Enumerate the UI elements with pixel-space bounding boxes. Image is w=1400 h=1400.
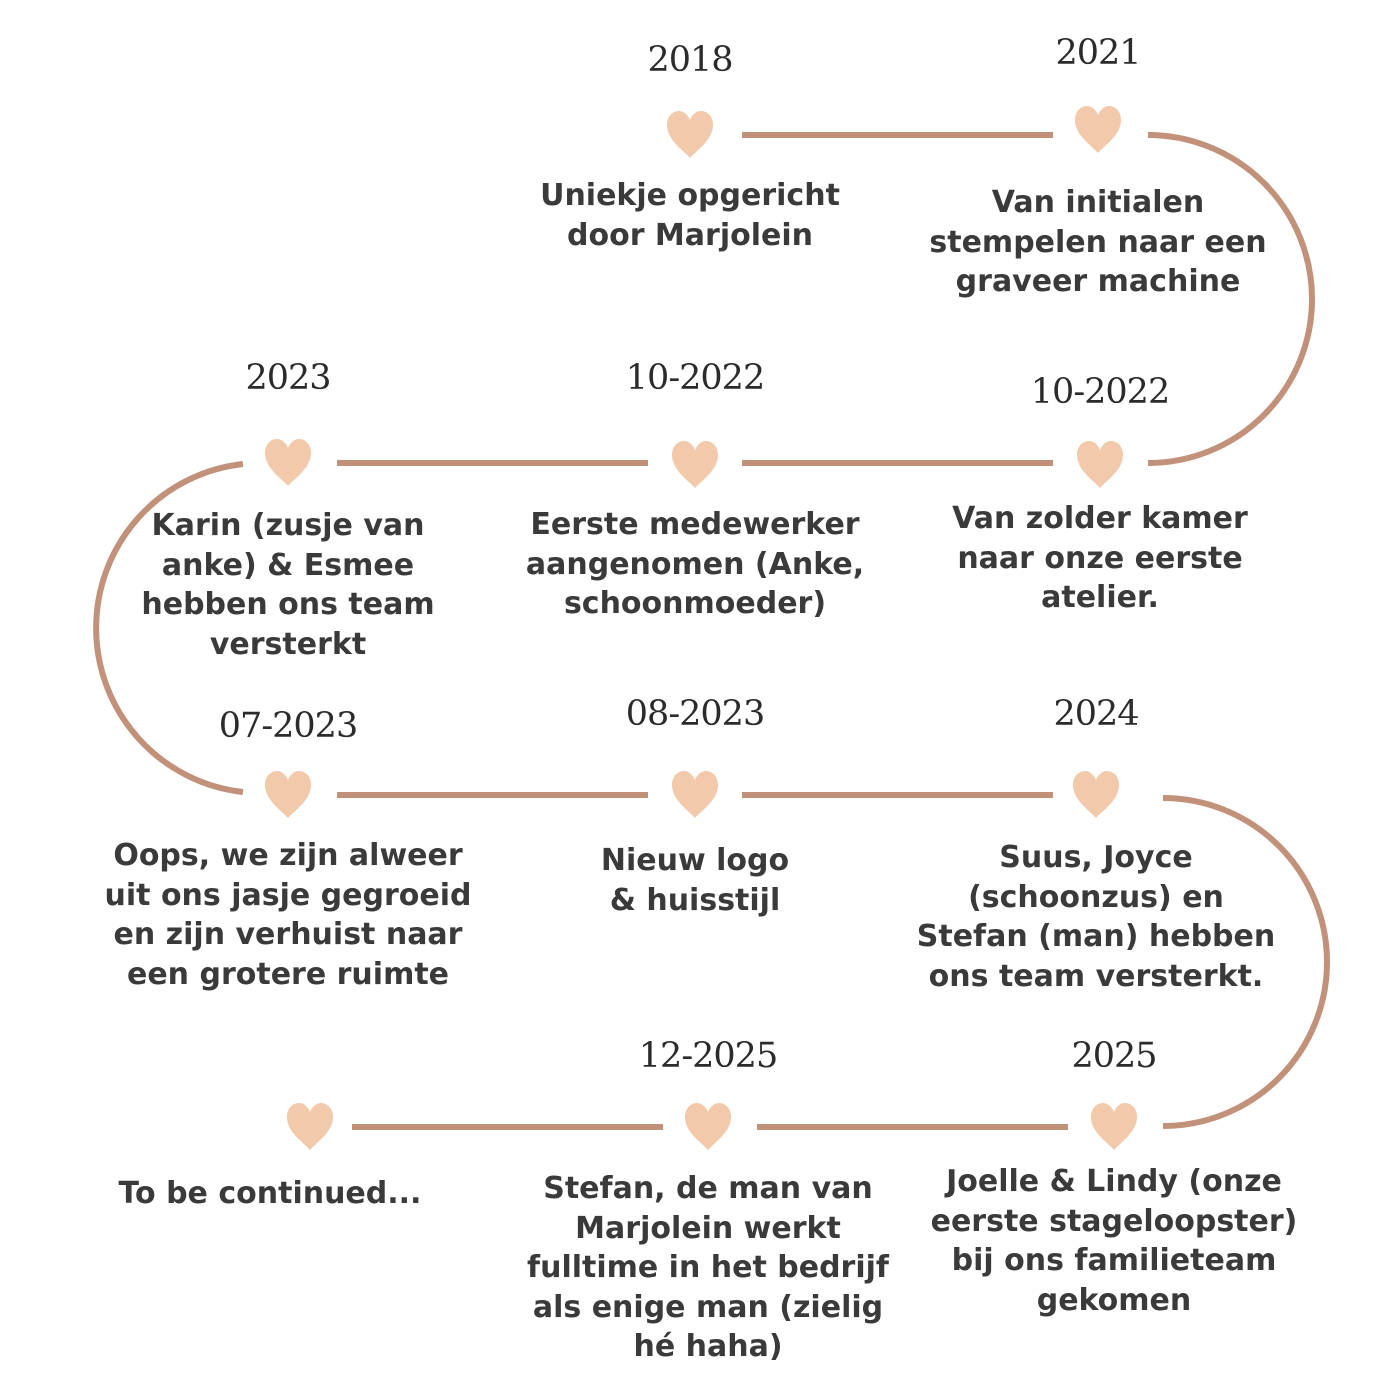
heart-icon (1087, 1100, 1141, 1154)
event-description: Nieuw logo & huisstijl (600, 843, 790, 918)
event-description: To be continued... (118, 1176, 422, 1211)
event-description: Joelle & Lindy (onze eerste stageloopster) bij ons familieteam gekomen (930, 1164, 1298, 1318)
heart-icon (1071, 103, 1125, 157)
heart-icon (283, 1100, 337, 1154)
event-description: Karin (zusje van anke) & Esmee hebben ons team versterkt (141, 508, 435, 662)
event-description: Uniekje opgericht door Marjolein (540, 178, 840, 253)
heart-icon (668, 438, 722, 492)
heart-icon (1069, 768, 1123, 822)
event-description: Oops, we zijn alweer uit ons jasje gegroeid en zijn verhuist naar een grotere ruimte (104, 838, 472, 992)
event-year: 2023 (245, 358, 331, 398)
heart-icon (261, 768, 315, 822)
event-year: 08-2023 (625, 694, 765, 734)
event-year: 10-2022 (625, 358, 765, 398)
event-description: Eerste medewerker aangenomen (Anke, schoonmoeder) (525, 507, 865, 621)
event-year: 10-2022 (1030, 372, 1170, 412)
event-description: Stefan, de man van Marjolein werkt fulltime in het bedrijf als enige man (zielig hé haha) (527, 1171, 889, 1364)
event-description: Van initialen stempelen naar een graveer machine (929, 185, 1267, 299)
event-year: 2024 (1053, 694, 1139, 734)
heart-icon (681, 1100, 735, 1154)
event-description: Suus, Joyce (schoonzus) en Stefan (man) hebben ons team versterkt. (916, 840, 1276, 994)
heart-icon (261, 436, 315, 490)
event-description: Van zolder kamer naar onze eerste atelier. (952, 501, 1248, 615)
event-year: 2018 (647, 40, 733, 80)
heart-icon (663, 108, 717, 162)
event-year: 2021 (1055, 33, 1141, 73)
heart-icon (1073, 438, 1127, 492)
event-year: 2025 (1071, 1036, 1157, 1076)
event-year: 12-2025 (638, 1036, 778, 1076)
heart-icon (668, 768, 722, 822)
event-year: 07-2023 (218, 706, 358, 746)
